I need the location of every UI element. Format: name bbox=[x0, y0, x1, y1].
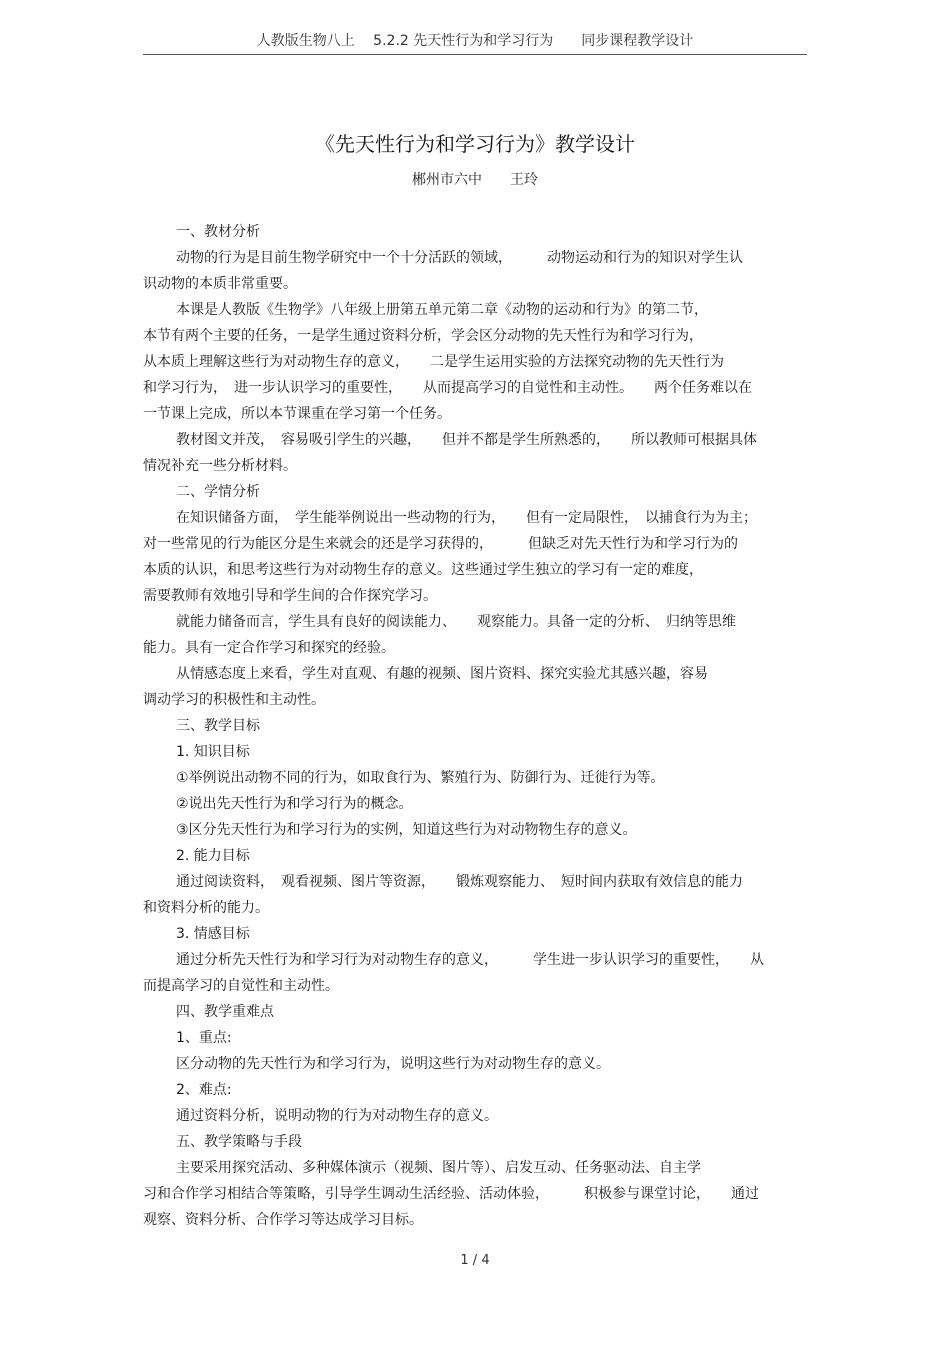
body-line: 需要教师有效地引导和学生间的合作探究学习。 bbox=[143, 588, 437, 604]
body-line: 就能力储备而言，学生具有良好的阅读能力、 观察能力。具备一定的分析、 归纳等思维 bbox=[176, 614, 736, 630]
body-line: 区分动物的先天性行为和学习行为，说明这些行为对动物生存的意义。 bbox=[176, 1056, 610, 1072]
body-line: 教材图文并茂， 容易吸引学生的兴趣， 但并不都是学生所熟悉的， 所以教师可根据具体 bbox=[176, 432, 757, 448]
body-line: 通过分析先天性行为和学习行为对动物生存的意义， 学生进一步认识学习的重要性， 从 bbox=[176, 952, 764, 968]
body-line: 观察、资料分析、合作学习等达成学习目标。 bbox=[143, 1212, 423, 1228]
list-item: ②说出先天性行为和学习行为的概念。 bbox=[176, 796, 413, 812]
body-line: 本节有两个主要的任务，一是学生通过资料分析，学会区分动物的先天性行为和学习行为， bbox=[143, 328, 703, 344]
body-line: 在知识储备方面， 学生能举例说出一些动物的行为， 但有一定局限性， 以捕食行为为主； bbox=[176, 510, 757, 526]
section-heading: 四、教学重难点 bbox=[176, 1004, 274, 1020]
body-line: 而提高学习的自觉性和主动性。 bbox=[143, 978, 339, 994]
list-item: ①举例说出动物不同的行为，如取食行为、繁殖行为、防御行为、迁徙行为等。 bbox=[176, 770, 665, 786]
section-heading: 二、学情分析 bbox=[176, 484, 260, 500]
body-line: 通过阅读资料， 观看视频、图片等资源， 锻炼观察能力、 短时间内获取有效信息的能力 bbox=[176, 874, 743, 890]
body-line: 情况补充一些分析材料。 bbox=[143, 458, 297, 474]
body-line: 对一些常见的行为能区分是生来就会的还是学习获得的， 但缺乏对先天性行为和学习行为的 bbox=[143, 536, 738, 552]
body-line: 主要采用探究活动、多种媒体演示（视频、图片等）、启发互动、任务驱动法、自主学 bbox=[176, 1160, 701, 1176]
body-line: 本课是人教版《生物学》八年级上册第五单元第二章《动物的运动和行为》的第二节， bbox=[176, 302, 708, 318]
header-rule bbox=[143, 54, 807, 55]
list-item: ③区分先天性行为和学习行为的实例，知道这些行为对动物物生存的意义。 bbox=[176, 822, 637, 838]
subheading: 2. 能力目标 bbox=[176, 848, 250, 864]
body-line: 从本质上理解这些行为对动物生存的意义， 二是学生运用实验的方法探究动物的先天性行为 bbox=[143, 354, 724, 370]
body-line: 通过资料分析，说明动物的行为对动物生存的意义。 bbox=[176, 1108, 498, 1124]
page-number: 1 / 4 bbox=[460, 1253, 490, 1268]
author-line: 郴州市六中 王玲 bbox=[412, 172, 538, 188]
body-line: 动物的行为是目前生物学研究中一个十分活跃的领域， 动物运动和行为的知识对学生认 bbox=[176, 250, 743, 266]
body-line: 能力。具有一定合作学习和探究的经验。 bbox=[143, 640, 395, 656]
body-line: 本质的认识，和思考这些行为对动物生存的意义。这些通过学生独立的学习有一定的难度， bbox=[143, 562, 703, 578]
section-heading: 三、教学目标 bbox=[176, 718, 260, 734]
subheading: 1. 知识目标 bbox=[176, 744, 250, 760]
body-line: 和资料分析的能力。 bbox=[143, 900, 269, 916]
section-heading: 一、教材分析 bbox=[176, 224, 260, 240]
body-line: 从情感态度上来看，学生对直观、有趣的视频、图片资料、探究实验尤其感兴趣，容易 bbox=[176, 666, 708, 682]
page-header: 人教版生物八上 5.2.2 先天性行为和学习行为 同步课程教学设计 bbox=[256, 33, 694, 49]
body-line: 识动物的本质非常重要。 bbox=[143, 276, 297, 292]
subheading: 2、难点: bbox=[176, 1082, 232, 1098]
subheading: 3. 情感目标 bbox=[176, 926, 250, 942]
section-heading: 五、教学策略与手段 bbox=[176, 1134, 302, 1150]
document-title: 《先天性行为和学习行为》教学设计 bbox=[315, 132, 635, 156]
body-line: 习和合作学习相结合等策略，引导学生调动生活经验、活动体验， 积极参与课堂讨论， 通过 bbox=[143, 1186, 759, 1202]
body-line: 和学习行为， 进一步认识学习的重要性， 从而提高学习的自觉性和主动性。 两个任务难以在 bbox=[143, 380, 752, 396]
body-line: 调动学习的积极性和主动性。 bbox=[143, 692, 325, 708]
subheading: 1、重点: bbox=[176, 1030, 232, 1046]
body-line: 一节课上完成，所以本节课重在学习第一个任务。 bbox=[143, 406, 451, 422]
